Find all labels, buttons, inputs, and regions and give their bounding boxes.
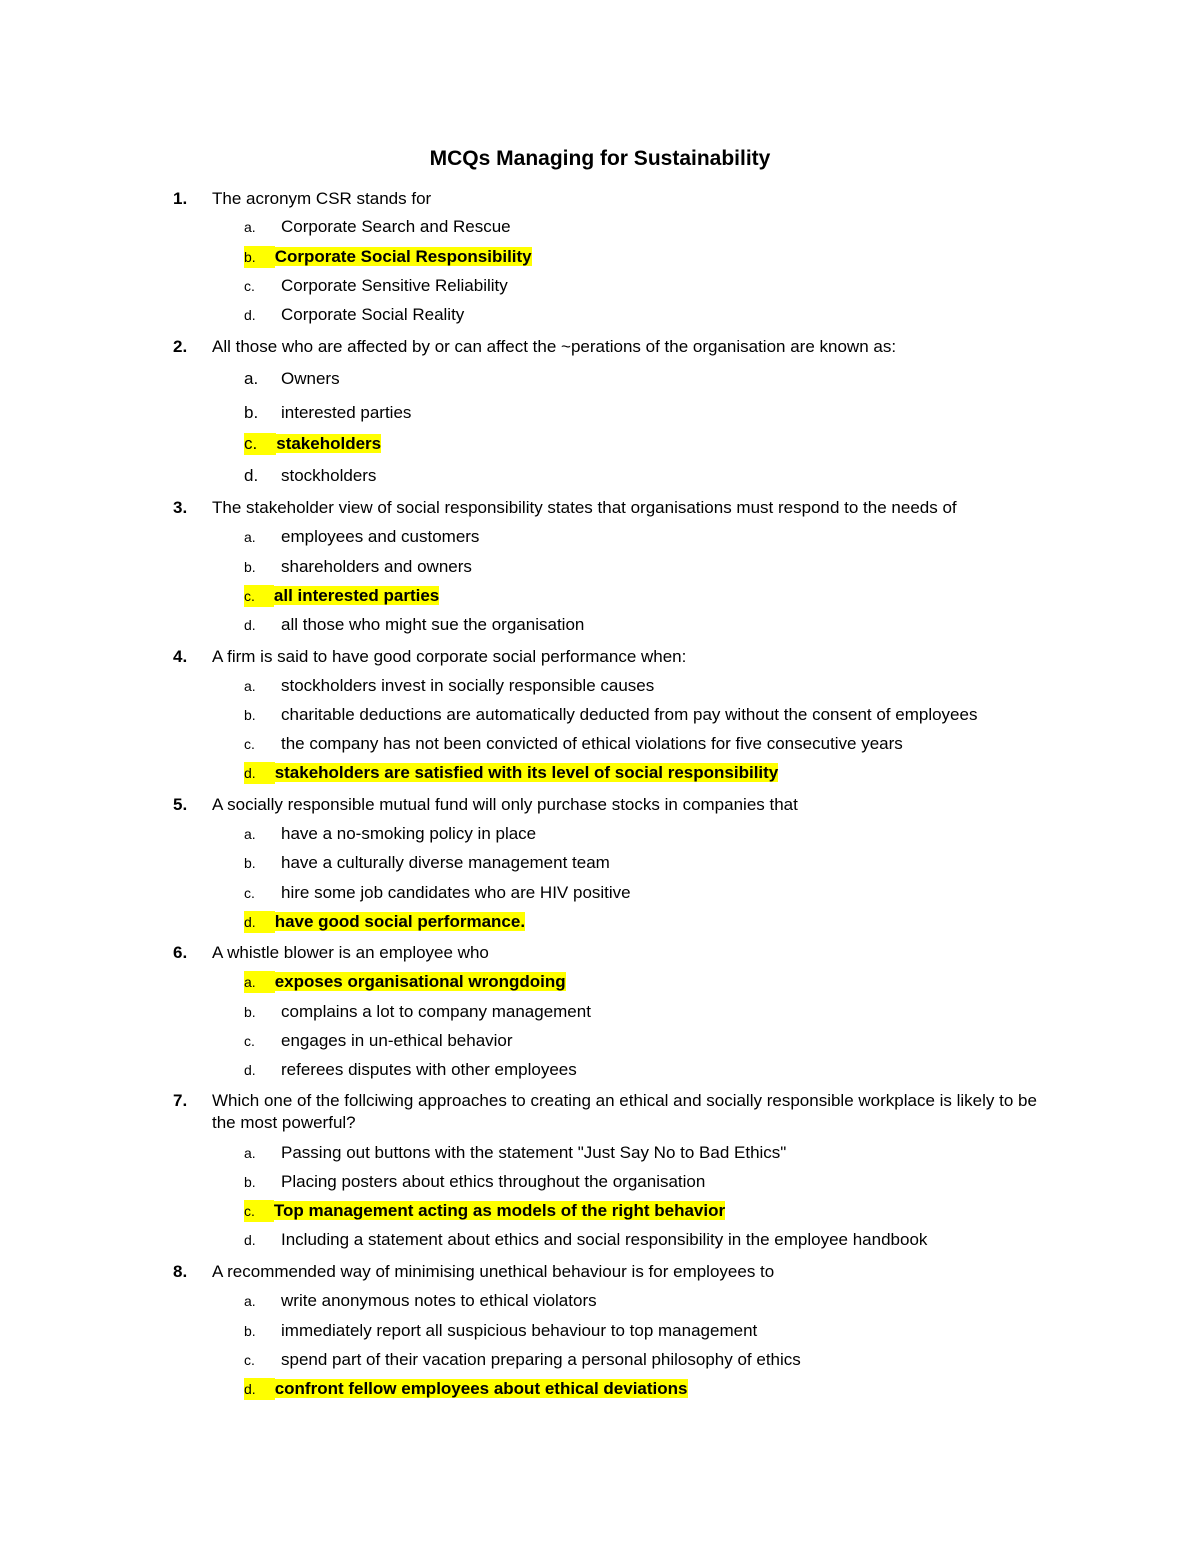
answer-option	[244, 304, 464, 326]
option-text: Top management acting as models of the right behavior	[273, 1201, 726, 1220]
question-number: 2.	[173, 337, 188, 356]
option-text: charitable deductions are automatically deducted from pay without the consent of employees	[281, 705, 978, 724]
option-text: Corporate Social Reality	[281, 305, 465, 324]
option-text: have good social performance.	[274, 912, 526, 931]
option-letter: c.	[244, 736, 255, 752]
option-text: complains a lot to company management	[281, 1002, 591, 1021]
question-number: 5.	[173, 795, 188, 814]
option-letter: d.	[244, 307, 256, 323]
answer-option	[244, 1320, 757, 1342]
page-title: MCQs Managing for Sustainability	[429, 147, 771, 170]
answer-option	[244, 465, 376, 487]
question-number: 6.	[173, 943, 188, 962]
answer-option	[244, 368, 340, 390]
option-text: Passing out buttons with the statement "Just Say No to Bad Ethics"	[281, 1143, 787, 1162]
answer-option	[244, 1290, 597, 1312]
question-number: 7.	[173, 1091, 188, 1110]
question-number: 3.	[173, 498, 188, 517]
option-letter: b.	[244, 1323, 256, 1339]
answer-option	[244, 852, 610, 874]
option-letter: c.	[244, 433, 276, 455]
option-text: stockholders invest in socially responsible causes	[281, 676, 655, 695]
option-letter: d.	[244, 1062, 256, 1078]
option-letter: a.	[244, 1145, 256, 1161]
answer-option	[244, 823, 536, 845]
option-text: Including a statement about ethics and social responsibility in the employee handbook	[281, 1230, 928, 1249]
answer-option-correct	[244, 1378, 688, 1400]
option-text: engages in un-ethical behavior	[281, 1031, 513, 1050]
answer-option-correct	[244, 762, 778, 784]
option-letter: c.	[244, 278, 255, 294]
option-text: confront fellow employees about ethical deviations	[274, 1379, 688, 1398]
option-letter: b.	[244, 1174, 256, 1190]
option-letter: b.	[244, 246, 275, 268]
option-text: shareholders and owners	[281, 557, 472, 576]
option-letter: a.	[244, 1293, 256, 1309]
answer-option	[244, 1001, 591, 1023]
answer-option	[244, 1349, 801, 1371]
answer-option	[244, 1059, 577, 1081]
option-letter: a.	[244, 971, 275, 993]
answer-option	[244, 882, 631, 904]
option-letter: d.	[244, 762, 275, 784]
answer-option	[244, 704, 977, 726]
question-text: All those who are affected by or can affect the ~perations of the organisation are known as:	[212, 337, 897, 356]
question-text: The stakeholder view of social responsibility states that organisations must respond to the needs of	[212, 498, 957, 517]
option-text: stakeholders are satisfied with its level of social responsibility	[274, 763, 779, 782]
answer-option	[244, 556, 472, 578]
answer-option	[244, 733, 903, 755]
option-text: immediately report all suspicious behaviour to top management	[281, 1321, 758, 1340]
option-text: exposes organisational wrongdoing	[274, 972, 566, 991]
option-letter: c.	[244, 885, 255, 901]
option-text: write anonymous notes to ethical violators	[281, 1291, 597, 1310]
answer-option	[244, 216, 511, 238]
option-letter: b.	[244, 855, 256, 871]
answer-option-correct	[244, 433, 381, 455]
question-number: 1.	[173, 189, 188, 208]
option-letter: d.	[244, 617, 256, 633]
option-letter: a.	[244, 678, 256, 694]
option-letter: a.	[244, 219, 256, 235]
answer-option	[244, 402, 411, 424]
option-text: Owners	[281, 369, 340, 388]
option-letter: b.	[244, 403, 259, 422]
question-text: The acronym CSR stands for	[212, 189, 432, 208]
question-number: 8.	[173, 1262, 188, 1281]
option-text: Placing posters about ethics throughout the organisation	[281, 1172, 706, 1191]
option-letter: b.	[244, 1004, 256, 1020]
option-letter: c.	[244, 1200, 274, 1222]
option-text: all those who might sue the organisation	[281, 615, 585, 634]
option-letter: d.	[244, 466, 259, 485]
question-text: A recommended way of minimising unethical behaviour is for employees to	[212, 1262, 775, 1281]
option-text: stockholders	[281, 466, 377, 485]
answer-option	[244, 275, 508, 297]
question-text: A firm is said to have good corporate social performance when:	[212, 647, 687, 666]
option-text: employees and customers	[281, 527, 480, 546]
option-text: Corporate Sensitive Reliability	[281, 276, 508, 295]
option-letter: b.	[244, 559, 256, 575]
option-text: Corporate Search and Rescue	[281, 217, 511, 236]
option-text: have a culturally diverse management team	[281, 853, 610, 872]
option-text: stakeholders	[276, 434, 382, 453]
option-letter: d.	[244, 911, 275, 933]
option-letter: c.	[244, 585, 274, 607]
answer-option-correct	[244, 1200, 725, 1222]
answer-option-correct	[244, 246, 532, 268]
option-letter: a.	[244, 826, 256, 842]
option-letter: b.	[244, 707, 256, 723]
option-text: the company has not been convicted of ethical violations for five consecutive years	[281, 734, 903, 753]
answer-option	[244, 526, 479, 548]
option-letter: d.	[244, 1378, 275, 1400]
answer-option-correct	[244, 585, 439, 607]
option-text: spend part of their vacation preparing a personal philosophy of ethics	[281, 1350, 801, 1369]
answer-option	[244, 1229, 927, 1251]
question-text: A whistle blower is an employee who	[212, 943, 489, 962]
option-text: Corporate Social Responsibility	[274, 247, 532, 266]
answer-option	[244, 675, 654, 697]
option-text: all interested parties	[273, 586, 440, 605]
answer-option	[244, 1142, 786, 1164]
question-text: A socially responsible mutual fund will only purchase stocks in companies that	[212, 795, 798, 814]
answer-option	[244, 614, 584, 636]
option-text: interested parties	[281, 403, 412, 422]
option-text: referees disputes with other employees	[281, 1060, 577, 1079]
option-letter: c.	[244, 1033, 255, 1049]
option-text: have a no-smoking policy in place	[281, 824, 537, 843]
option-letter: a.	[244, 369, 259, 388]
question-text: Which one of the follciwing approaches to creating an ethical and socially responsible workplace is likely to be the most powerful?	[212, 1091, 1037, 1132]
answer-option-correct	[244, 971, 566, 993]
option-letter: c.	[244, 1352, 255, 1368]
option-letter: a.	[244, 529, 256, 545]
option-text: hire some job candidates who are HIV positive	[281, 883, 631, 902]
answer-option	[244, 1171, 705, 1193]
option-letter: d.	[244, 1232, 256, 1248]
answer-option-correct	[244, 911, 525, 933]
answer-option	[244, 1030, 513, 1052]
question-number: 4.	[173, 647, 188, 666]
